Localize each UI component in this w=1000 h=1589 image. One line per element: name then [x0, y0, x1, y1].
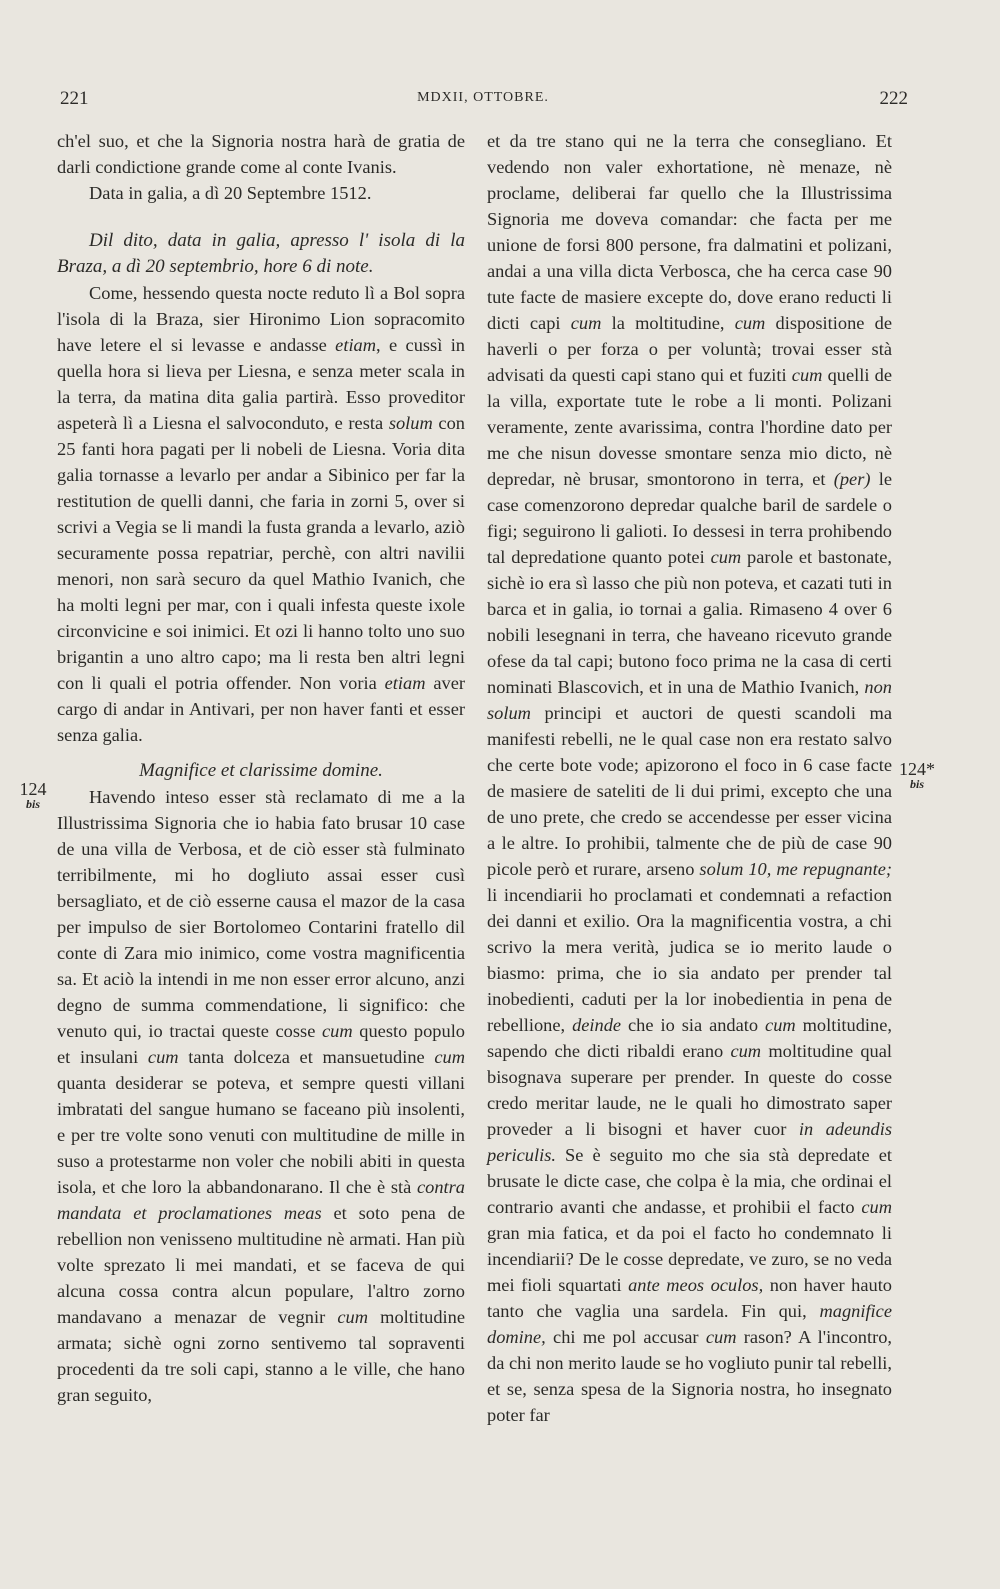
letter-body: Come, hessendo questa nocte reduto lì a Bol sopra l'isola di la Braza, sier Hironimo Lion sopracomito have letere el si levasse e andasse etiam, e cussì in quella hora si lieva per Liesna, e senza meter scala in la terra, da matina dita galia partirà. Esso proveditor aspeterà lì a Liesna el salvoconduto, e resta solum con 25 fanti hora pagati per li nobeli de Liesna. Voria dita galia tornasse a levarlo per andar a Sibinico per far la restitution de quelli danni, che faria in zorni 5, over si scrivi a Vegia se li mandi la fusta granda a levarlo, aziò securamente possa repatriar, perchè, con altri navilii menori, non sarà securo da quel Mathio Ivanich, che ha molti legni per mar, con i quali infesta queste ixole circonvicine e soi inimici. Et ozi li hanno tolto uno suo brigantin a uno altro capo; ma li resta ben altri legni con li quali el potria offender. Non voria etiam aver cargo di andar in Antivari, per non haver fanti et esser senza galia.: [57, 283, 466, 745]
letter-heading: Dil dito, data in galia, apresso l' isola di la Braza, a dì 20 septembrio, hore 6 di note.: [57, 230, 465, 277]
margin-note-right: [898, 760, 936, 790]
salutation-heading: Magnifice et clarissime domine.: [139, 760, 383, 781]
margin-note-right-number: 124*: [899, 759, 935, 779]
page-number-right: 222: [879, 88, 908, 109]
paragraph-continuation: ch'el suo, et che la Signoria nostra harà de gratia de darli condictione grande come al conte Ivanis.: [57, 131, 465, 177]
letter-date: Data in galia, a dì 20 Septembre 1512.: [89, 183, 372, 203]
paragraph-continuation-right: et da tre stano qui ne la terra che consegliano. Et vedendo non valer exhortatione, nè menaze, nè proclame, deliberai far quello che la Illustrissima Signoria me doveva comandar: che facta per me unione de forsi 800 persone, fra dalmatini et polizani, andai a una villa dicta Verbosca, che ha cerca case 90 tute facte de masiere excepte do, dove erano reducti li dicti capi cum la moltitudine, cum dispositione de haverli o per forza o per voluntà; trovai esser stà advisati da questi capi stano qui et fuziti cum quelli de la villa, exportate tute le robe a li monti. Polizani veramente, zente avarissima, contra l'hordine dato per me che nisun dovesse smontare senza mio dicto, nè depredar, nè brusar, smontorono in terra, et (per) le case comenzorono depredar qualche baril de sardele o figi; seguirono li galioti. Io dessesi in terra prohibendo tal depredatione quanto potei cum parole et bastonate, sichè io era sì lasso che più non poteva, et cazati tuti in barca et in galia, io tornai a galia. Rimaseno 4 over 6 nobili lesegnani in terra, che haveano ricevuto grande ofese da tal capi; butono foco prima ne la casa di certi nominati Blascovich, et in una de Mathio Ivanich, non solum principi et auctori de questi scandoli ma manifesti rebelli, ne le qual case non era restato salvo che certe bote vode; apizorono el foco in 6 case facte de masiere de sateliti de li dui primi, excepto che una de uno prete, che credo se accendesse per esser vicina a le altre. Io prohibii, talmente che de più de case 90 picole però et rurare, arseno solum 10, me repugnante; li incendiarii ho proclamati et condemnati a refaction dei danni et exilio. Ora la magnificentia vostra, a chi scrivo la mera verità, judica se io merito laude o biasmo: prima, che io sia andato per prender tal inobedienti, caduti per la lor inobedientia in pena de rebellione, deinde che io sia andato cum moltitudine, sapendo che dicti ribaldi erano cum moltitudine qual bisognava superare per prender. In queste do cosse credo meritar laude, ne le quali ho dimostrato saper proveder a li bisogni et haver cuor in adeundis periculis. Se è seguito mo che sia stà depredate et brusate le dicte case, che colpa è la mia, che ordinai el contrario avanti che andasse, et prohibii el facto cum gran mia fatica, et da poi el facto ho condemnato li incendiarii? De le cosse depredate, ve zuro, se no veda mei fioli squartati ante meos oculos, non haver hauto tanto che vaglia una sardela. Fin qui, magnifice domine, chi me pol accusar cum rason? A l'incontro, da chi non merito laude se ho vogliuto punir tal rebelli, et se, senza spesa de la Signoria nostra, ho insegnato poter far: [487, 131, 893, 1425]
margin-note-left: [18, 780, 48, 810]
right-column: [487, 128, 892, 1428]
margin-note-left-sub: bis: [25, 797, 40, 811]
letter-body-2: Havendo inteso esser stà reclamato di me a la Illustrissima Signoria che io habia fato brusar 10 case de una villa de Verbosa, et de ciò esser stà fulminato terribilmente, mi ho dogliuto assai esser cusì bersagliato, et de ciò esserne causa el mazor de la casa per impulso de sier Bortolomeo Contarini fratello dil conte di Zara mio inimico, come vostra magnificentia sa. Et aciò la intendi in me non esser error alcuno, anzi degno de summa commendatione, li significo: che venuto qui, io tractai queste cosse cum questo populo et insulani cum tanta dolceza et mansuetudine cum quanta desiderar se poteva, et sempre questi villani imbratati del sangue humano se faceano più insolenti, e per tre volte sono venuti con multitudine de mille in suso a protestarme non voler che nobili abiti in questa isola, et che loro la abbandonarano. Il che è stà contra mandata et proclamationes meas et soto pena de rebellion non venisseno multitudine nè armati. Han più volte sprezato li mei mandati, et se faceva de qui alcuna cossa contra alcun populare, l'altro zorno mandavano a menazar de vegnir cum moltitudine armata; sichè ogni zorno sentivemo tal sopraventi procedenti da tre soli capi, stanno a le ville, che hano gran seguito,: [57, 787, 466, 1405]
running-header: [58, 88, 908, 118]
left-column: [57, 128, 465, 1408]
running-title: MDXII, OTTOBRE.: [417, 90, 549, 105]
page-number-left: 221: [60, 88, 89, 109]
margin-note-left-number: 124: [19, 779, 47, 799]
margin-note-right-sub: bis: [909, 777, 924, 791]
